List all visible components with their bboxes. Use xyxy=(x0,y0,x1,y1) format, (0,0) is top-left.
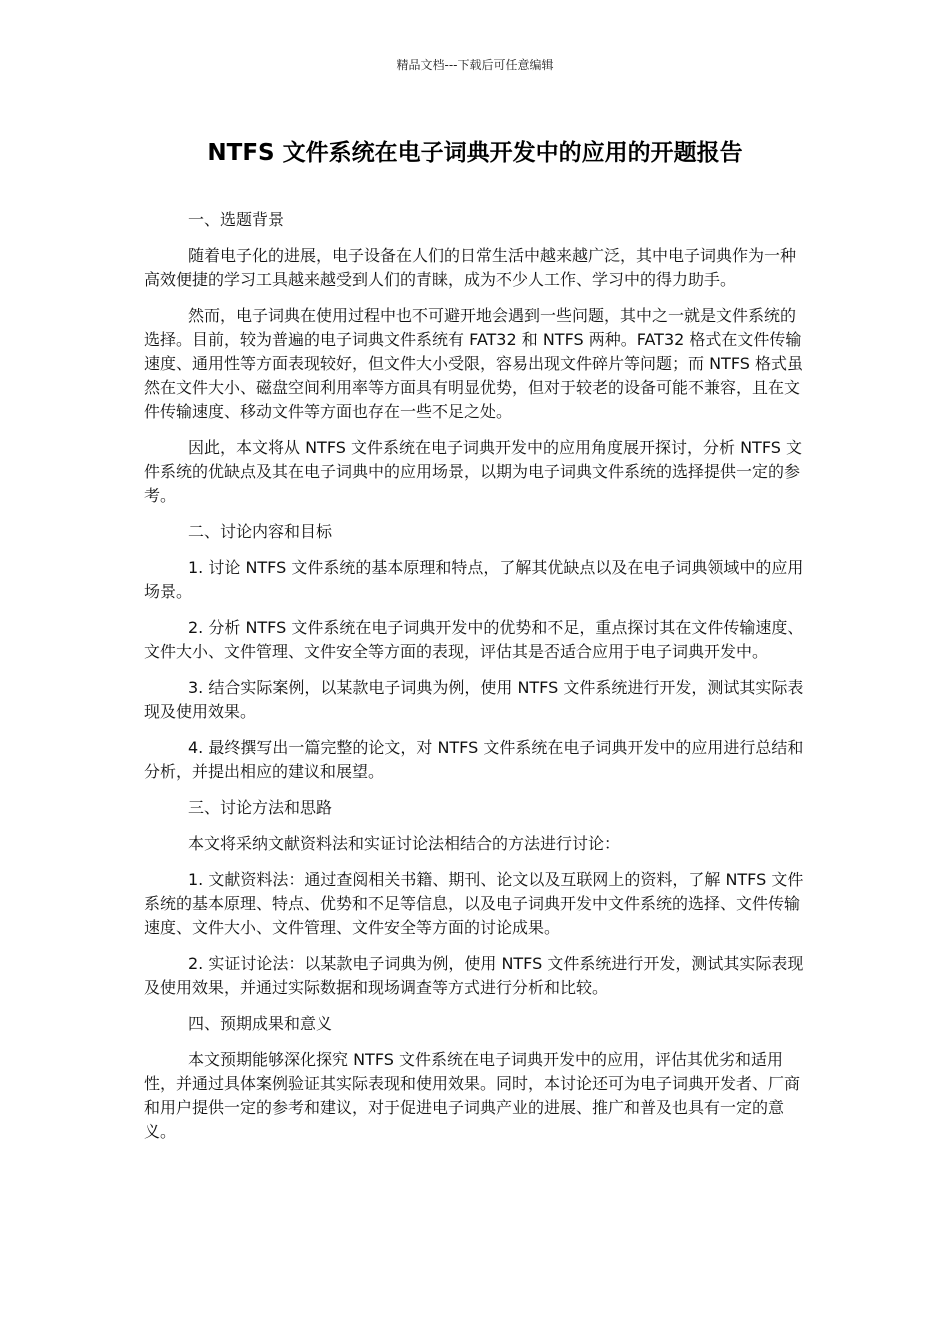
document-title: NTFS 文件系统在电子词典开发中的应用的开题报告 xyxy=(207,140,743,166)
list-item: 2. 实证讨论法：以某款电子词典为例，使用 NTFS 文件系统进行开发，测试其实际表现及使用效果，并通过实际数据和现场调查等方式进行分析和比较。 xyxy=(144,954,804,997)
list-item: 1. 讨论 NTFS 文件系统的基本原理和特点，了解其优缺点以及在电子词典领域中的应用场景。 xyxy=(144,558,804,601)
section-heading-expected-results: 四、预期成果和意义 xyxy=(188,1014,333,1033)
list-item: 1. 文献资料法：通过查阅相关书籍、期刊、论文以及互联网上的资料，了解 NTFS 文件系统的基本原理、特点、优势和不足等信息，以及电子词典开发中文件系统的选择、文件传输速度、文件大小、文件管理、文件安全等方面的讨论成果。 xyxy=(144,870,804,937)
document-body xyxy=(144,208,807,1156)
list-item: 3. 结合实际案例，以某款电子词典为例，使用 NTFS 文件系统进行开发，测试其实际表现及使用效果。 xyxy=(144,678,804,721)
paragraph: 本文预期能够深化探究 NTFS 文件系统在电子词典开发中的应用，评估其优劣和适用性，并通过具体案例验证其实际表现和使用效果。同时，本讨论还可为电子词典开发者、厂商和用户提供一定的参考和建议，对于促进电子词典产业的进展、推广和普及也具有一定的意义。 xyxy=(144,1050,801,1141)
paragraph: 然而，电子词典在使用过程中也不可避开地会遇到一些问题，其中之一就是文件系统的选择。目前，较为普遍的电子词典文件系统有 FAT32 和 NTFS 两种。FAT32 格式在文件传输速度、通用性等方面表现较好，但文件大小受限，容易出现文件碎片等问题；而 NTFS 格式虽然在文件大小、磁盘空间利用率等方面具有明显优势，但对于较老的设备可能不兼容，且在文件传输速度、移动文件等方面也存在一些不足之处。 xyxy=(144,306,803,421)
page-header: 精品文档---下载后可任意编辑 xyxy=(396,58,554,72)
section-heading-background: 一、选题背景 xyxy=(188,210,285,229)
list-item: 2. 分析 NTFS 文件系统在电子词典开发中的优势和不足，重点探讨其在文件传输速度、文件大小、文件管理、文件安全等方面的表现，评估其是否适合应用于电子词典开发中。 xyxy=(144,618,804,661)
paragraph: 因此，本文将从 NTFS 文件系统在电子词典开发中的应用角度展开探讨，分析 NTFS 文件系统的优缺点及其在电子词典中的应用场景，以期为电子词典文件系统的选择提供一定的参考。 xyxy=(144,438,802,505)
paragraph: 随着电子化的进展，电子设备在人们的日常生活中越来越广泛，其中电子词典作为一种高效便捷的学习工具越来越受到人们的青睐，成为不少人工作、学习中的得力助手。 xyxy=(144,246,797,289)
section-heading-content-goals: 二、讨论内容和目标 xyxy=(188,522,333,541)
list-item: 4. 最终撰写出一篇完整的论文，对 NTFS 文件系统在电子词典开发中的应用进行总结和分析，并提出相应的建议和展望。 xyxy=(144,738,804,781)
section-heading-methods: 三、讨论方法和思路 xyxy=(188,798,333,817)
paragraph: 本文将采纳文献资料法和实证讨论法相结合的方法进行讨论： xyxy=(188,834,621,853)
